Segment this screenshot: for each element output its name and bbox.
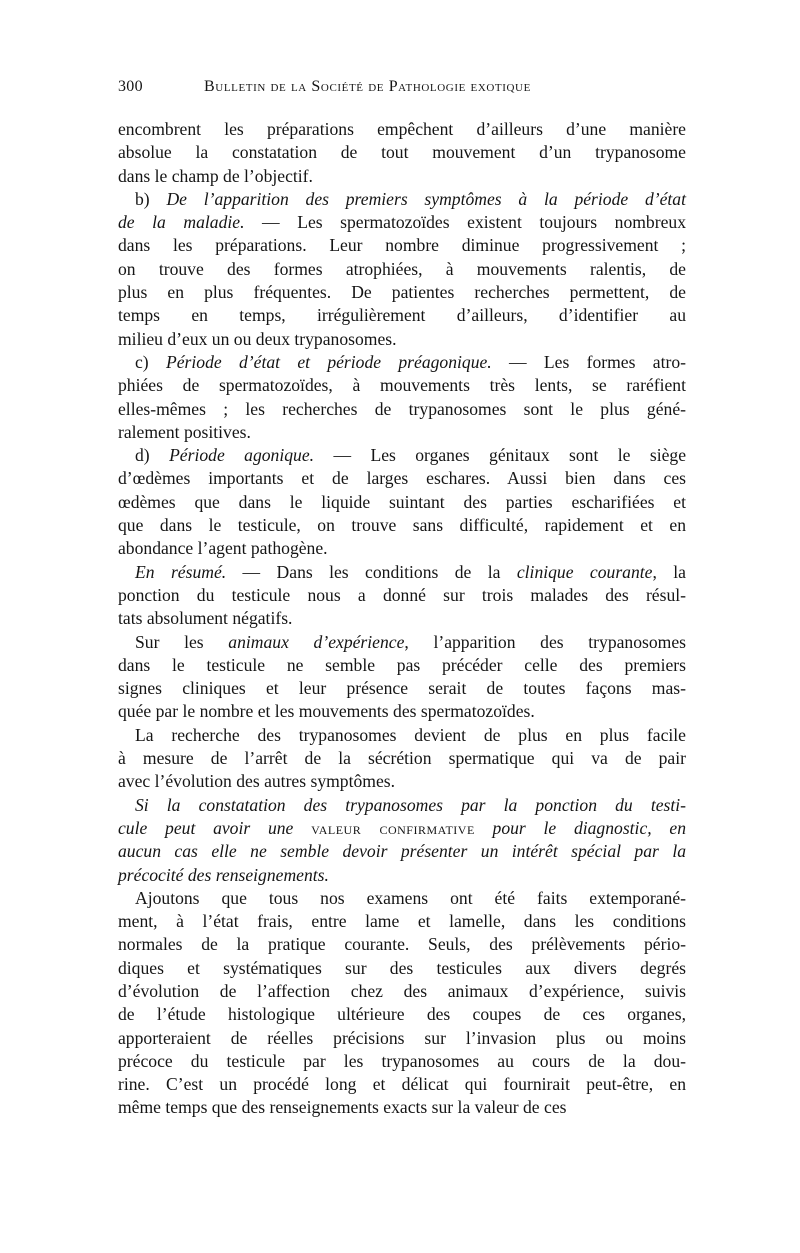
text-line: que dans le testicule, on trouve sans difficulté, rapidement et en [118,515,686,536]
text-line: précoce du testicule par les trypanosomes au cours de la dou- [118,1050,686,1071]
text-line: œdèmes que dans le liquide suintant des parties escharifiées et [118,491,686,512]
text-line: phiées de spermatozoïdes, à mouvements très lents, se raréfient [118,375,686,396]
text-line: normales de la pratique courante. Seuls, des prélèvements pério- [118,934,686,955]
text-line: quée par le nombre et les mouvements des spermatozoïdes. [118,701,535,722]
text-line: de la maladie. — Les spermatozoïdes existent toujours nombreux [118,212,686,233]
text-line: on trouve des formes atrophiées, à mouvements ralentis, de [118,258,686,279]
text-line: Sur les animaux d’expérience, l’apparition des trypanosomes [135,631,687,652]
text-line: diques et systématiques sur des testicules aux divers degrés [118,957,686,978]
body-text [118,118,686,1120]
text-line: plus en plus fréquentes. De patientes recherches permettent, de [118,282,686,303]
text-line: d) Période agonique. — Les organes génitaux sont le siège [135,445,686,466]
text-line: Ajoutons que tous nos examens ont été faits extemporané- [135,887,686,908]
text-line: dans le testicule ne semble pas précéder celle des premiers [118,654,686,675]
text-line: ponction du testicule nous a donné sur trois malades des résul- [118,584,686,605]
text-line: signes cliniques et leur présence serait de toutes façons mas- [118,678,686,699]
text-line: abondance l’agent pathogène. [118,538,328,559]
text-line: En résumé. — Dans les conditions de la clinique courante, la [135,561,686,582]
text-line: d’évolution de l’affection chez des animaux d’expérience, suivis [118,980,686,1001]
page-number: 300 [118,78,143,95]
text-line: b) De l’apparition des premiers symptômes à la période d’état [135,188,686,209]
text-line: c) Période d’état et période préagonique. — Les formes atro- [135,351,686,372]
text-line: à mesure de l’arrêt de la sécrétion spermatique qui va de pair [118,748,686,769]
text-line: absolue la constatation de tout mouvement d’un trypanosome [118,142,686,163]
text-line: aucun cas elle ne semble devoir présenter un intérêt spécial par la [118,841,686,862]
text-line: avec l’évolution des autres symptômes. [118,771,396,792]
text-line: rine. C’est un procédé long et délicat qui fournirait peut-être, en [118,1074,686,1095]
text-line: d’œdèmes importants et de larges eschares. Aussi bien dans ces [118,468,686,489]
text-line: apporteraient de réelles précisions sur l’invasion plus ou moins [118,1027,686,1048]
text-line: encombrent les préparations empêchent d’ailleurs d’une manière [118,119,686,139]
text-line: elles-mêmes ; les recherches de trypanosomes sont le plus géné- [118,398,686,419]
text-line: dans le champ de l’objectif. [118,165,313,186]
text-line: précocité des renseignements. [118,864,329,885]
text-line: tats absolument négatifs. [118,608,293,629]
text-line: Si la constatation des trypanosomes par la ponction du testi- [135,794,686,815]
text-line: ralement positives. [118,421,251,442]
text-line: La recherche des trypanosomes devient de plus en plus facile [135,724,686,745]
text-line: ment, à l’état frais, entre lame et lamelle, dans les conditions [118,911,686,932]
text-line: milieu d’eux un ou deux trypanosomes. [118,328,397,349]
text-line: dans les préparations. Leur nombre diminue progressivement ; [118,235,686,256]
text-line: même temps que des renseignements exacts sur la valeur de ces [118,1097,567,1118]
text-line: de l’étude histologique ultérieure des coupes de ces organes, [118,1004,686,1025]
running-header [118,78,686,104]
running-title: Bulletin de la Société de Pathologie exotique [204,78,531,95]
text-line: cule peut avoir une valeur confirmative pour le diagnostic, en [118,817,686,838]
text-line: temps en temps, irrégulièrement d’ailleurs, d’identifier au [118,305,686,326]
